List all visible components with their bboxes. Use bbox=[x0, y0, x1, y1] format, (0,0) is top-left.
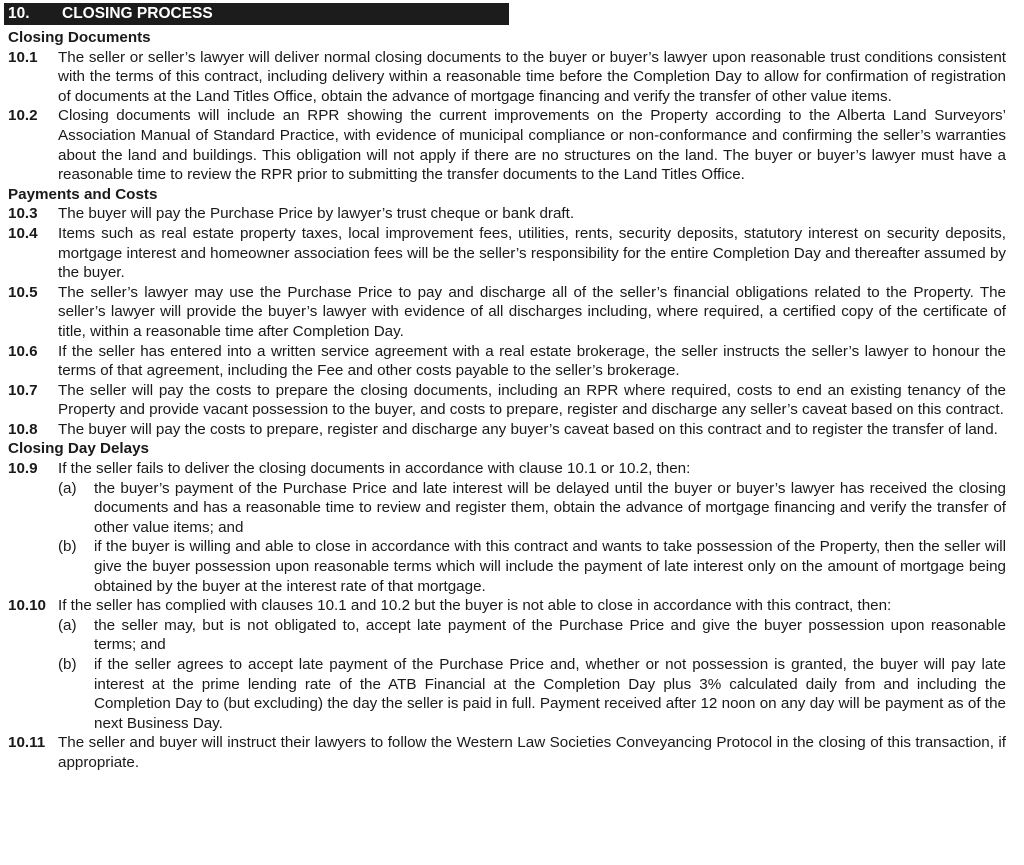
clause-text: The buyer will pay the costs to prepare, register and discharge any buyer’s caveat based on this contract and to register the transfer of land. bbox=[58, 420, 998, 438]
subclause-text: if the buyer is willing and able to close in accordance with this contract and wants to take possession of the Property, then the seller will give the buyer possession upon reasonable terms which will include the payment of late interest only on the amount of mortgage being obtained by the buyer at the interest rate of that mortgage. bbox=[94, 538, 1006, 595]
subclause-text: the buyer’s payment of the Purchase Price and late interest will be delayed until the buyer or buyer’s lawyer has received the closing documents and has a reasonable time to review and register them, obtain the advance of mortgage financing and verify the transfer of other value items; and bbox=[94, 479, 1006, 536]
section-number: 10. bbox=[8, 5, 30, 22]
clause-number: 10.1 bbox=[8, 48, 38, 66]
clause-text: If the seller has complied with clauses 10.1 and 10.2 but the buyer is not able to close in accordance with this contract, then: bbox=[58, 597, 892, 615]
clause-10-10-a bbox=[8, 616, 1006, 655]
clause-number: 10.3 bbox=[8, 205, 38, 223]
clause-10-8 bbox=[8, 420, 1006, 440]
clause-text: The buyer will pay the Purchase Price by lawyer’s trust cheque or bank draft. bbox=[58, 205, 575, 223]
clause-number: 10.6 bbox=[8, 342, 38, 360]
clause-number: 10.11 bbox=[8, 734, 46, 752]
clause-text: If the seller has entered into a written service agreement with a real estate brokerage, the seller instructs the seller’s lawyer to honour the terms of that agreement, including the Fee and other costs payable to the seller’s brokerage. bbox=[58, 342, 1006, 380]
clause-10-6 bbox=[8, 342, 1006, 381]
clause-10-9 bbox=[8, 459, 1006, 479]
subheading-closing-day-delays: Closing Day Delays bbox=[8, 440, 149, 458]
clause-10-7 bbox=[8, 381, 1006, 420]
clause-text: The seller’s lawyer may use the Purchase Price to pay and discharge all of the seller’s financial obligations related to the Property. The seller’s lawyer will provide the buyer’s lawyer with evidence of all discharges including, where required, a certified copy of the certificate of title, within a reasonable time after Completion Day. bbox=[58, 283, 1006, 340]
section-content bbox=[8, 28, 1006, 773]
subheading-closing-documents: Closing Documents bbox=[8, 29, 151, 46]
subclause-label: (a) bbox=[58, 616, 77, 634]
subclause-text: the seller may, but is not obligated to, accept late payment of the Purchase Price and give the buyer possession upon reasonable terms; and bbox=[94, 616, 1006, 654]
clause-10-10-b bbox=[8, 655, 1006, 733]
clause-number: 10.2 bbox=[8, 107, 38, 125]
clause-10-3 bbox=[8, 204, 1006, 224]
section-header-bar bbox=[4, 3, 509, 25]
clause-number: 10.8 bbox=[8, 420, 38, 438]
clause-number: 10.10 bbox=[8, 597, 47, 615]
clause-10-5 bbox=[8, 283, 1006, 342]
clause-text: The seller will pay the costs to prepare the closing documents, including an RPR where required, costs to end an existing tenancy of the Property and provide vacant possession to the buyer, and costs to prepare, register and discharge any seller’s caveat based on this contract. bbox=[58, 381, 1006, 419]
clause-10-2 bbox=[8, 106, 1006, 184]
clause-number: 10.7 bbox=[8, 381, 38, 399]
clause-10-4 bbox=[8, 224, 1006, 283]
subclause-text: if the seller agrees to accept late payment of the Purchase Price and, whether or not possession is granted, the buyer will pay late interest at the prime lending rate of the ATB Financial at the Completion Day plus 3% calculated daily from and including the Completion Day to (but excluding) the day the seller is paid in full. Payment received after 12 noon on any day will be payment as of the next Business Day. bbox=[94, 656, 1006, 732]
section-title: CLOSING PROCESS bbox=[62, 5, 213, 22]
clause-text: Items such as real estate property taxes, local improvement fees, utilities, rents, security deposits, statutory interest on security deposits, mortgage interest and homeowner association fees will be the seller’s responsibility for the entire Completion Day and thereafter assumed by the buyer. bbox=[58, 224, 1006, 282]
clause-10-11 bbox=[8, 733, 1006, 772]
subclause-label: (b) bbox=[58, 538, 77, 556]
clause-number: 10.5 bbox=[8, 283, 38, 301]
clause-text: If the seller fails to deliver the closing documents in accordance with clause 10.1 or 10.2, then: bbox=[58, 460, 691, 478]
clause-10-9-a bbox=[8, 479, 1006, 538]
clause-number: 10.4 bbox=[8, 224, 38, 242]
subclause-label: (b) bbox=[58, 656, 77, 673]
clause-number: 10.9 bbox=[8, 460, 38, 478]
clause-10-10 bbox=[8, 596, 1006, 616]
clause-10-9-b bbox=[8, 537, 1006, 596]
clause-text: Closing documents will include an RPR showing the current improvements on the Property according to the Alberta Land Surveyors’ Association Manual of Standard Practice, with evidence of municipal compliance or non-conformance and confirming the seller’s warranties about the land and buildings. This obligation will not apply if there are no structures on the land. The buyer or buyer’s lawyer must have a reasonable time to review the RPR prior to submitting the transfer documents to the Land Titles Office. bbox=[58, 107, 1006, 184]
clause-10-1 bbox=[8, 48, 1006, 107]
clause-text: The seller or seller’s lawyer will deliver normal closing documents to the buyer or buyer’s lawyer upon reasonable trust conditions consistent with the terms of this contract, including delivery within a reasonable time before the Completion Day to allow for confirmation of registration of documents at the Land Titles Office, obtain the advance of mortgage financing and verify the transfer of other value items. bbox=[58, 48, 1006, 105]
clause-text: The seller and buyer will instruct their lawyers to follow the Western Law Societies Conveyancing Protocol in the closing of this transaction, if appropriate. bbox=[58, 734, 1006, 771]
subheading-payments-and-costs: Payments and Costs bbox=[8, 185, 158, 203]
subclause-label: (a) bbox=[58, 479, 77, 497]
